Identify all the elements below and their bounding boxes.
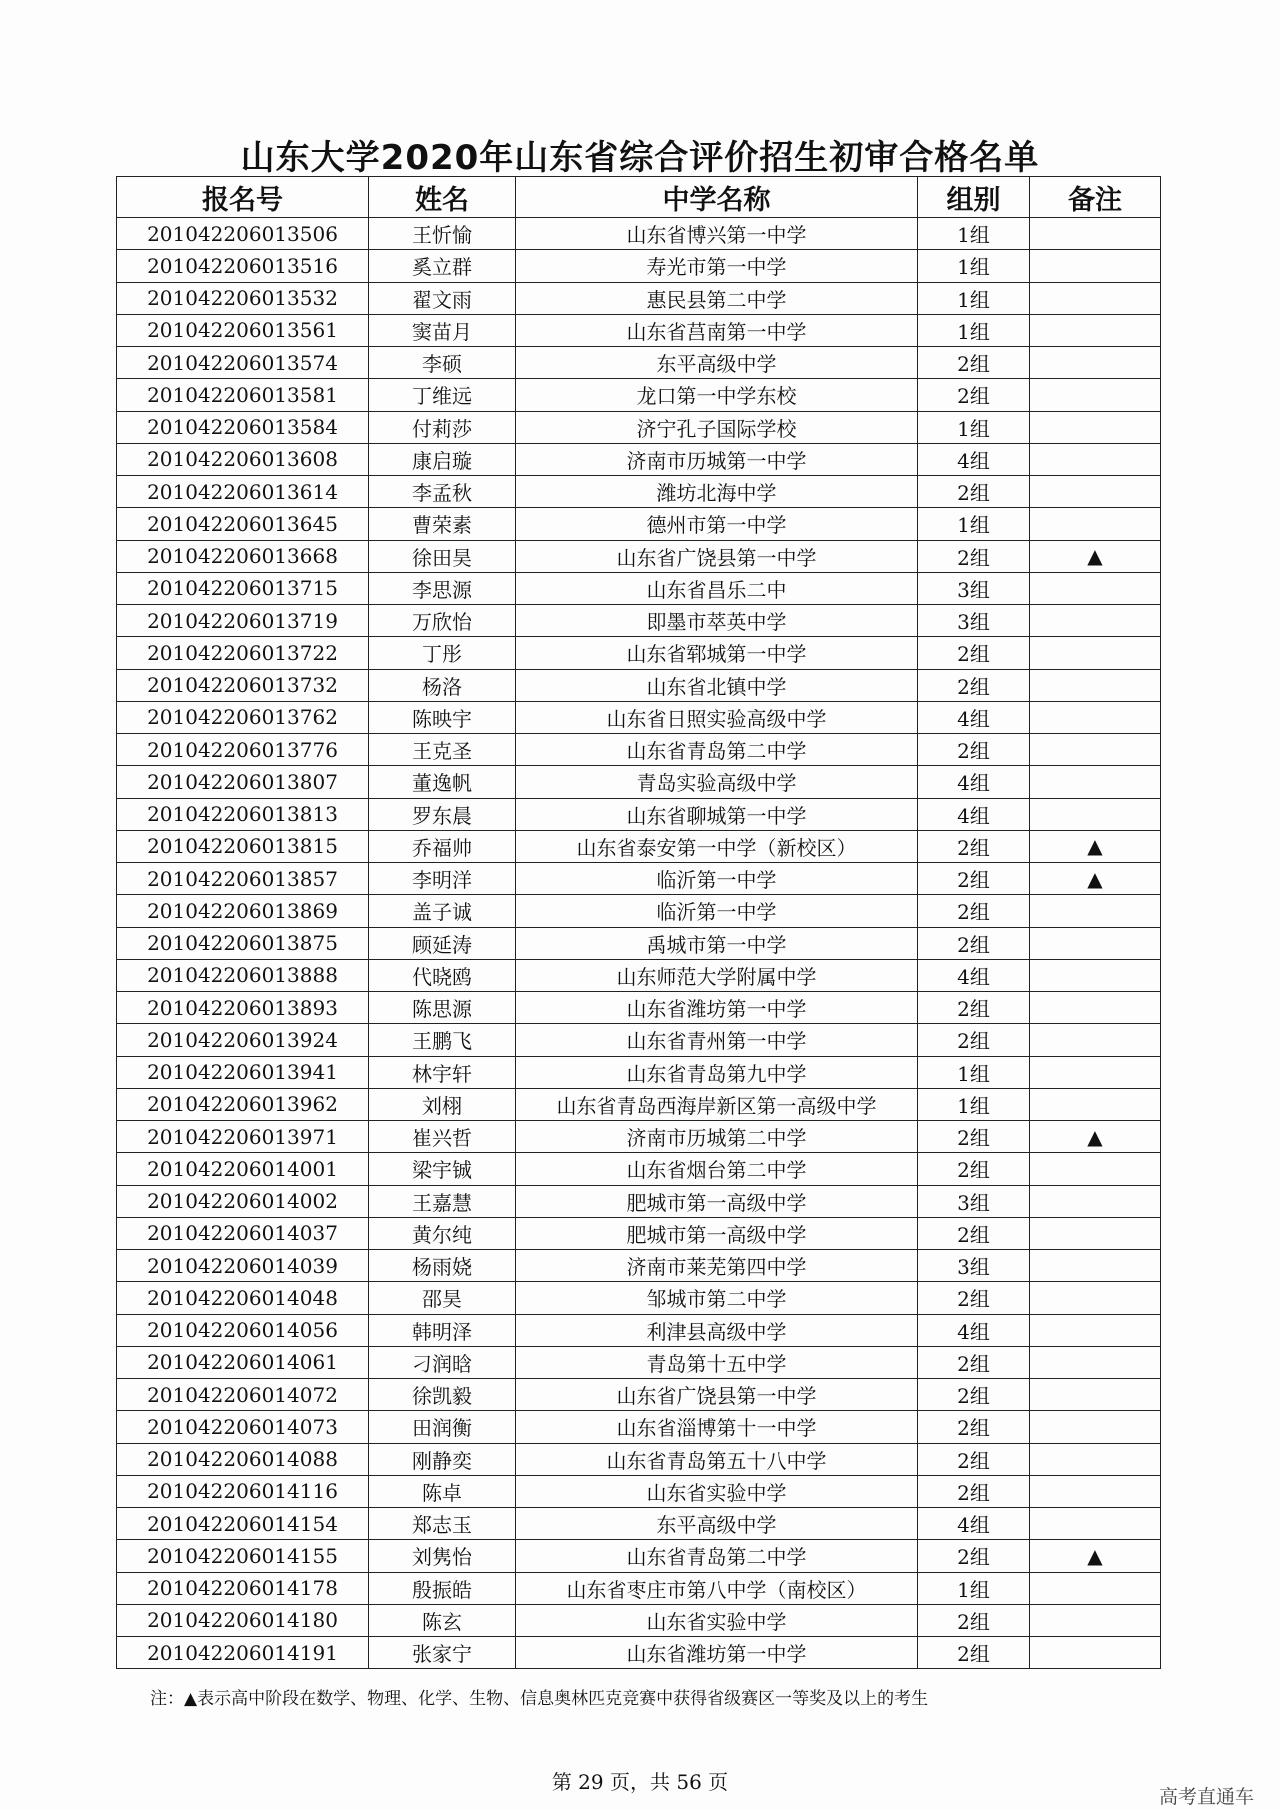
admission-table <box>116 176 1161 1669</box>
registration-no-cell: 201042206013875 <box>117 927 369 959</box>
school-cell: 山东省青岛第五十八中学 <box>516 1443 918 1475</box>
school-cell: 青岛第十五中学 <box>516 1346 918 1378</box>
school-cell: 东平高级中学 <box>516 1508 918 1540</box>
table-row <box>117 282 1161 314</box>
school-cell: 济南市历城第一中学 <box>516 443 918 475</box>
table-row <box>117 250 1161 282</box>
table-row <box>117 1185 1161 1217</box>
group-cell: 2组 <box>918 1443 1030 1475</box>
school-cell: 利津县高级中学 <box>516 1314 918 1346</box>
student-name-cell: 林宇轩 <box>369 1056 516 1088</box>
group-cell: 3组 <box>918 605 1030 637</box>
group-cell: 3组 <box>918 1185 1030 1217</box>
column-header-group: 组别 <box>918 177 1030 218</box>
school-cell: 山东省广饶县第一中学 <box>516 540 918 572</box>
registration-no-cell: 201042206014116 <box>117 1475 369 1507</box>
registration-no-cell: 201042206014061 <box>117 1346 369 1378</box>
school-cell: 山东省博兴第一中学 <box>516 218 918 250</box>
school-cell: 肥城市第一高级中学 <box>516 1185 918 1217</box>
group-cell: 2组 <box>918 1604 1030 1636</box>
student-name-cell: 韩明泽 <box>369 1314 516 1346</box>
student-name-cell: 郑志玉 <box>369 1508 516 1540</box>
student-name-cell: 殷振皓 <box>369 1572 516 1604</box>
remark-cell <box>1030 701 1161 733</box>
student-name-cell: 陈思源 <box>369 992 516 1024</box>
registration-no-cell: 201042206014001 <box>117 1153 369 1185</box>
group-cell: 4组 <box>918 701 1030 733</box>
student-name-cell: 董逸帆 <box>369 766 516 798</box>
remark-cell <box>1030 766 1161 798</box>
registration-no-cell: 201042206013732 <box>117 669 369 701</box>
remark-cell <box>1030 959 1161 991</box>
group-cell: 4组 <box>918 443 1030 475</box>
remark-cell <box>1030 1346 1161 1378</box>
school-cell: 寿光市第一中学 <box>516 250 918 282</box>
registration-no-cell: 201042206014039 <box>117 1250 369 1282</box>
registration-no-cell: 201042206013581 <box>117 379 369 411</box>
group-cell: 2组 <box>918 379 1030 411</box>
school-cell: 惠民县第二中学 <box>516 282 918 314</box>
school-cell: 禹城市第一中学 <box>516 927 918 959</box>
group-cell: 2组 <box>918 1637 1030 1669</box>
student-name-cell: 窦苗月 <box>369 314 516 346</box>
school-cell: 山东省实验中学 <box>516 1604 918 1636</box>
remark-cell <box>1030 1185 1161 1217</box>
school-cell: 山东省青岛西海岸新区第一高级中学 <box>516 1088 918 1120</box>
table-row <box>117 637 1161 669</box>
student-name-cell: 万欣怡 <box>369 605 516 637</box>
student-name-cell: 王嘉慧 <box>369 1185 516 1217</box>
student-name-cell: 代晓鸥 <box>369 959 516 991</box>
remark-cell <box>1030 605 1161 637</box>
school-cell: 潍坊北海中学 <box>516 476 918 508</box>
table-row <box>117 508 1161 540</box>
student-name-cell: 奚立群 <box>369 250 516 282</box>
table-row <box>117 314 1161 346</box>
group-cell: 1组 <box>918 314 1030 346</box>
table-row <box>117 1121 1161 1153</box>
school-cell: 山东省淄博第十一中学 <box>516 1411 918 1443</box>
remark-cell <box>1030 637 1161 669</box>
school-cell: 山东省枣庄市第八中学（南校区） <box>516 1572 918 1604</box>
table-row <box>117 476 1161 508</box>
table-row <box>117 992 1161 1024</box>
remark-cell <box>1030 1637 1161 1669</box>
remark-cell <box>1030 218 1161 250</box>
student-name-cell: 刁润晗 <box>369 1346 516 1378</box>
registration-no-cell: 201042206013924 <box>117 1024 369 1056</box>
remark-cell <box>1030 1314 1161 1346</box>
table-row <box>117 1508 1161 1540</box>
group-cell: 2组 <box>918 637 1030 669</box>
remark-cell <box>1030 734 1161 766</box>
school-cell: 山东省青州第一中学 <box>516 1024 918 1056</box>
school-cell: 山东师范大学附属中学 <box>516 959 918 991</box>
remark-cell <box>1030 1443 1161 1475</box>
school-cell: 山东省聊城第一中学 <box>516 798 918 830</box>
group-cell: 1组 <box>918 250 1030 282</box>
registration-no-cell: 201042206013762 <box>117 701 369 733</box>
group-cell: 2组 <box>918 1282 1030 1314</box>
registration-no-cell: 201042206013776 <box>117 734 369 766</box>
remark-cell <box>1030 314 1161 346</box>
column-header-remark: 备注 <box>1030 177 1161 218</box>
student-name-cell: 盖子诚 <box>369 895 516 927</box>
student-name-cell: 李硕 <box>369 347 516 379</box>
school-cell: 山东省北镇中学 <box>516 669 918 701</box>
group-cell: 2组 <box>918 895 1030 927</box>
school-cell: 邹城市第二中学 <box>516 1282 918 1314</box>
group-cell: 1组 <box>918 1088 1030 1120</box>
student-name-cell: 李孟秋 <box>369 476 516 508</box>
remark-cell <box>1030 282 1161 314</box>
student-name-cell: 王克圣 <box>369 734 516 766</box>
table-row <box>117 1443 1161 1475</box>
registration-no-cell: 201042206014048 <box>117 1282 369 1314</box>
table-row <box>117 347 1161 379</box>
school-cell: 龙口第一中学东校 <box>516 379 918 411</box>
school-cell: 德州市第一中学 <box>516 508 918 540</box>
school-cell: 山东省烟台第二中学 <box>516 1153 918 1185</box>
school-cell: 临沂第一中学 <box>516 895 918 927</box>
registration-no-cell: 201042206013608 <box>117 443 369 475</box>
remark-cell <box>1030 1572 1161 1604</box>
remark-cell <box>1030 379 1161 411</box>
remark-cell <box>1030 895 1161 927</box>
group-cell: 4组 <box>918 1508 1030 1540</box>
table-row <box>117 218 1161 250</box>
table-row <box>117 1153 1161 1185</box>
student-name-cell: 徐凯毅 <box>369 1379 516 1411</box>
table-row <box>117 1604 1161 1636</box>
remark-cell <box>1030 1508 1161 1540</box>
student-name-cell: 杨洛 <box>369 669 516 701</box>
group-cell: 4组 <box>918 959 1030 991</box>
registration-no-cell: 201042206013893 <box>117 992 369 1024</box>
registration-no-cell: 201042206014180 <box>117 1604 369 1636</box>
school-cell: 临沂第一中学 <box>516 863 918 895</box>
registration-no-cell: 201042206013516 <box>117 250 369 282</box>
table-row <box>117 1217 1161 1249</box>
school-cell: 青岛实验高级中学 <box>516 766 918 798</box>
school-cell: 山东省潍坊第一中学 <box>516 1637 918 1669</box>
registration-no-cell: 201042206013807 <box>117 766 369 798</box>
table-body <box>117 218 1161 1669</box>
remark-cell: ▲ <box>1030 1121 1161 1153</box>
group-cell: 2组 <box>918 476 1030 508</box>
registration-no-cell: 201042206013888 <box>117 959 369 991</box>
group-cell: 4组 <box>918 1314 1030 1346</box>
school-cell: 东平高级中学 <box>516 347 918 379</box>
group-cell: 2组 <box>918 1121 1030 1153</box>
registration-no-cell: 201042206013561 <box>117 314 369 346</box>
group-cell: 2组 <box>918 1379 1030 1411</box>
school-cell: 山东省日照实验高级中学 <box>516 701 918 733</box>
school-cell: 山东省广饶县第一中学 <box>516 1379 918 1411</box>
remark-cell <box>1030 1604 1161 1636</box>
group-cell: 2组 <box>918 1153 1030 1185</box>
student-name-cell: 王忻愉 <box>369 218 516 250</box>
table-header-row <box>117 177 1161 218</box>
student-name-cell: 陈卓 <box>369 1475 516 1507</box>
registration-no-cell: 201042206014088 <box>117 1443 369 1475</box>
registration-no-cell: 201042206014037 <box>117 1217 369 1249</box>
remark-cell: ▲ <box>1030 863 1161 895</box>
table-row <box>117 766 1161 798</box>
group-cell: 2组 <box>918 1217 1030 1249</box>
remark-cell <box>1030 1250 1161 1282</box>
remark-cell <box>1030 572 1161 604</box>
student-name-cell: 丁维远 <box>369 379 516 411</box>
table-row <box>117 701 1161 733</box>
student-name-cell: 付莉莎 <box>369 411 516 443</box>
student-name-cell: 刘栩 <box>369 1088 516 1120</box>
remark-cell <box>1030 1088 1161 1120</box>
school-cell: 山东省莒南第一中学 <box>516 314 918 346</box>
registration-no-cell: 201042206014002 <box>117 1185 369 1217</box>
group-cell: 2组 <box>918 347 1030 379</box>
table-row <box>117 443 1161 475</box>
remark-cell: ▲ <box>1030 830 1161 862</box>
registration-no-cell: 201042206014056 <box>117 1314 369 1346</box>
table-row <box>117 1250 1161 1282</box>
registration-no-cell: 201042206013813 <box>117 798 369 830</box>
group-cell: 1组 <box>918 1056 1030 1088</box>
remark-cell <box>1030 992 1161 1024</box>
group-cell: 1组 <box>918 218 1030 250</box>
school-cell: 济南市历城第二中学 <box>516 1121 918 1153</box>
student-name-cell: 曹荣素 <box>369 508 516 540</box>
remark-cell <box>1030 347 1161 379</box>
column-header-school: 中学名称 <box>516 177 918 218</box>
table-row <box>117 1475 1161 1507</box>
group-cell: 3组 <box>918 1250 1030 1282</box>
table-row <box>117 1540 1161 1572</box>
remark-cell <box>1030 443 1161 475</box>
student-name-cell: 丁彤 <box>369 637 516 669</box>
column-header-name: 姓名 <box>369 177 516 218</box>
student-name-cell: 刘隽怡 <box>369 1540 516 1572</box>
registration-no-cell: 201042206013574 <box>117 347 369 379</box>
student-name-cell: 李明洋 <box>369 863 516 895</box>
table-row <box>117 1637 1161 1669</box>
student-name-cell: 李思源 <box>369 572 516 604</box>
table-row <box>117 379 1161 411</box>
table-row <box>117 411 1161 443</box>
registration-no-cell: 201042206014073 <box>117 1411 369 1443</box>
school-cell: 山东省青岛第二中学 <box>516 1540 918 1572</box>
table-row <box>117 1088 1161 1120</box>
student-name-cell: 顾延涛 <box>369 927 516 959</box>
registration-no-cell: 201042206013532 <box>117 282 369 314</box>
registration-no-cell: 201042206014154 <box>117 1508 369 1540</box>
school-cell: 济宁孔子国际学校 <box>516 411 918 443</box>
table-row <box>117 895 1161 927</box>
remark-cell: ▲ <box>1030 1540 1161 1572</box>
registration-no-cell: 201042206013869 <box>117 895 369 927</box>
student-name-cell: 罗东晨 <box>369 798 516 830</box>
school-cell: 山东省昌乐二中 <box>516 572 918 604</box>
remark-cell <box>1030 1153 1161 1185</box>
group-cell: 2组 <box>918 830 1030 862</box>
student-name-cell: 陈玄 <box>369 1604 516 1636</box>
school-cell: 山东省潍坊第一中学 <box>516 992 918 1024</box>
registration-no-cell: 201042206013668 <box>117 540 369 572</box>
group-cell: 2组 <box>918 1024 1030 1056</box>
group-cell: 2组 <box>918 863 1030 895</box>
table-row <box>117 1572 1161 1604</box>
table-row <box>117 830 1161 862</box>
remark-cell <box>1030 411 1161 443</box>
registration-no-cell: 201042206013506 <box>117 218 369 250</box>
remark-cell <box>1030 1282 1161 1314</box>
group-cell: 1组 <box>918 411 1030 443</box>
registration-no-cell: 201042206014191 <box>117 1637 369 1669</box>
group-cell: 1组 <box>918 508 1030 540</box>
registration-no-cell: 201042206013584 <box>117 411 369 443</box>
student-name-cell: 梁宇铖 <box>369 1153 516 1185</box>
table-row <box>117 1056 1161 1088</box>
group-cell: 1组 <box>918 282 1030 314</box>
student-name-cell: 杨雨娆 <box>369 1250 516 1282</box>
table-row <box>117 863 1161 895</box>
group-cell: 2组 <box>918 1540 1030 1572</box>
student-name-cell: 黄尔纯 <box>369 1217 516 1249</box>
school-cell: 济南市莱芜第四中学 <box>516 1250 918 1282</box>
remark-cell <box>1030 1217 1161 1249</box>
group-cell: 2组 <box>918 1411 1030 1443</box>
registration-no-cell: 201042206013722 <box>117 637 369 669</box>
school-cell: 山东省青岛第九中学 <box>516 1056 918 1088</box>
group-cell: 4组 <box>918 798 1030 830</box>
school-cell: 山东省实验中学 <box>516 1475 918 1507</box>
group-cell: 2组 <box>918 1346 1030 1378</box>
group-cell: 3组 <box>918 572 1030 604</box>
remark-cell <box>1030 927 1161 959</box>
table-row <box>117 734 1161 766</box>
student-name-cell: 陈映宇 <box>369 701 516 733</box>
remark-cell <box>1030 1411 1161 1443</box>
remark-cell <box>1030 476 1161 508</box>
remark-cell <box>1030 1056 1161 1088</box>
group-cell: 2组 <box>918 992 1030 1024</box>
column-header-registration-no: 报名号 <box>117 177 369 218</box>
registration-no-cell: 201042206013971 <box>117 1121 369 1153</box>
student-name-cell: 张家宁 <box>369 1637 516 1669</box>
group-cell: 2组 <box>918 927 1030 959</box>
remark-cell <box>1030 798 1161 830</box>
table-row <box>117 1411 1161 1443</box>
table-row <box>117 1379 1161 1411</box>
registration-no-cell: 201042206014072 <box>117 1379 369 1411</box>
table-row <box>117 798 1161 830</box>
registration-no-cell: 201042206013962 <box>117 1088 369 1120</box>
registration-no-cell: 201042206013645 <box>117 508 369 540</box>
remark-cell <box>1030 669 1161 701</box>
group-cell: 2组 <box>918 540 1030 572</box>
group-cell: 4组 <box>918 766 1030 798</box>
school-cell: 即墨市萃英中学 <box>516 605 918 637</box>
table-row <box>117 669 1161 701</box>
registration-no-cell: 201042206013719 <box>117 605 369 637</box>
remark-cell <box>1030 508 1161 540</box>
page-number: 第 29 页，共 56 页 <box>551 1770 729 1794</box>
page-title: 山东大学2020年山东省综合评价招生初审合格名单 <box>240 138 1040 178</box>
student-name-cell: 王鹏飞 <box>369 1024 516 1056</box>
registration-no-cell: 201042206013715 <box>117 572 369 604</box>
table-row <box>117 572 1161 604</box>
group-cell: 2组 <box>918 669 1030 701</box>
registration-no-cell: 201042206014155 <box>117 1540 369 1572</box>
group-cell: 2组 <box>918 734 1030 766</box>
registration-no-cell: 201042206013941 <box>117 1056 369 1088</box>
student-name-cell: 刚静奕 <box>369 1443 516 1475</box>
registration-no-cell: 201042206013614 <box>117 476 369 508</box>
group-cell: 1组 <box>918 1572 1030 1604</box>
table-row <box>117 1314 1161 1346</box>
table-row <box>117 605 1161 637</box>
remark-cell <box>1030 1379 1161 1411</box>
registration-no-cell: 201042206014178 <box>117 1572 369 1604</box>
student-name-cell: 翟文雨 <box>369 282 516 314</box>
student-name-cell: 邵昊 <box>369 1282 516 1314</box>
remark-cell <box>1030 1024 1161 1056</box>
group-cell: 2组 <box>918 1475 1030 1507</box>
table-row <box>117 927 1161 959</box>
student-name-cell: 康启璇 <box>369 443 516 475</box>
remark-cell <box>1030 1475 1161 1507</box>
school-cell: 山东省泰安第一中学（新校区） <box>516 830 918 862</box>
remark-cell: ▲ <box>1030 540 1161 572</box>
student-name-cell: 乔福帅 <box>369 830 516 862</box>
table-row <box>117 1024 1161 1056</box>
table-row <box>117 1282 1161 1314</box>
student-name-cell: 田润衡 <box>369 1411 516 1443</box>
watermark: 高考直通车 <box>1158 1786 1254 1808</box>
table-row <box>117 1346 1161 1378</box>
school-cell: 肥城市第一高级中学 <box>516 1217 918 1249</box>
registration-no-cell: 201042206013815 <box>117 830 369 862</box>
school-cell: 山东省青岛第二中学 <box>516 734 918 766</box>
school-cell: 山东省郓城第一中学 <box>516 637 918 669</box>
table-row <box>117 959 1161 991</box>
footnote: 注：▲表示高中阶段在数学、物理、化学、生物、信息奥林匹克竞赛中获得省级赛区一等奖及以上的考生 <box>150 1689 929 1709</box>
table-row <box>117 540 1161 572</box>
remark-cell <box>1030 250 1161 282</box>
student-name-cell: 徐田昊 <box>369 540 516 572</box>
student-name-cell: 崔兴哲 <box>369 1121 516 1153</box>
registration-no-cell: 201042206013857 <box>117 863 369 895</box>
